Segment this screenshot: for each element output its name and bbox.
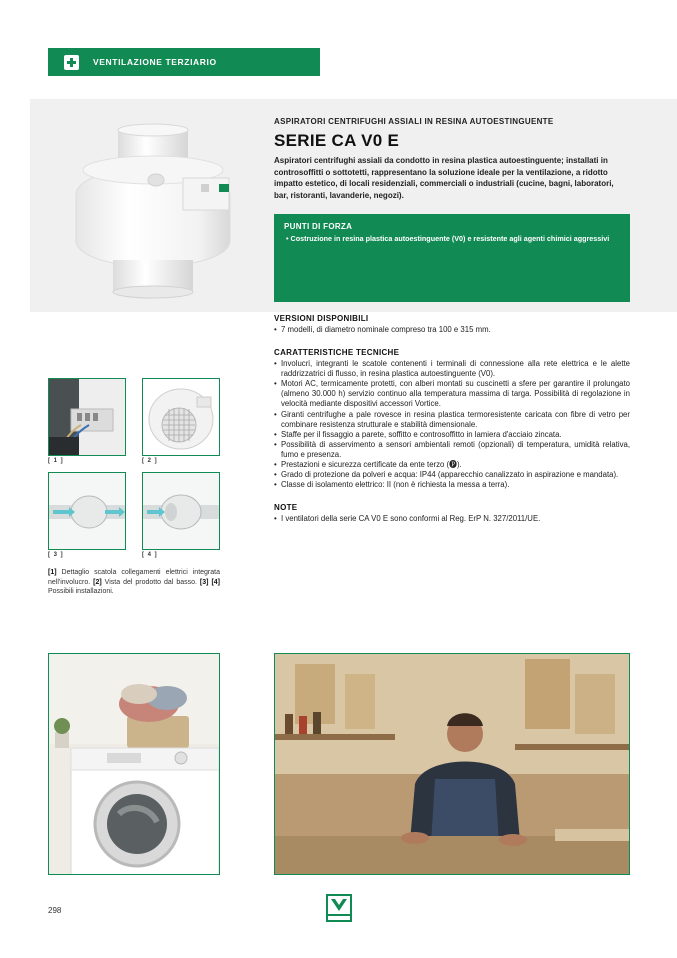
tech-section	[274, 348, 630, 490]
tech-item: • Staffe per il fissaggio a parete, soffitto e controsoffitto in lamiera d'acciaio zincata.	[274, 430, 630, 440]
banner-label: VENTILAZIONE TERZIARIO	[93, 57, 217, 67]
tech-item: • Involucri, integranti le scatole contenenti i terminali di connessione alla rete elettrica e le alette raddrizzatrici di flusso, in resina plastica autoestinguente (V0).	[274, 359, 630, 379]
tech-item: • Giranti centrifughe a pale rovesce in resina plastica termoresistente caricata con fibre di vetro per combinare resistenza strutturale e stabilità dimensionale.	[274, 410, 630, 430]
notes-title: NOTE	[274, 503, 298, 513]
hero-text	[274, 117, 630, 201]
specs-column	[274, 314, 630, 537]
notes-section	[274, 503, 630, 524]
strengths-box	[274, 214, 630, 302]
versions-section	[274, 314, 630, 335]
tech-item: • Classe di isolamento elettrico: II (non è richiesta la messa a terra).	[274, 480, 630, 490]
page-number: 298	[48, 906, 62, 915]
thumbnail-2-bottom-view	[142, 378, 220, 456]
notes-item: • I ventilatori della serie CA V0 E sono conformi al Reg. ErP N. 327/2011/UE.	[274, 514, 630, 524]
tech-title: CARATTERISTICHE TECNICHE	[274, 348, 400, 358]
versions-item: • 7 modelli, di diametro nominale compreso tra 100 e 315 mm.	[274, 325, 630, 335]
versions-title: VERSIONI DISPONIBILI	[274, 314, 369, 323]
thumbnail-label: [ 2 ]	[142, 458, 158, 464]
section-banner	[48, 48, 320, 76]
vortice-logo	[326, 894, 352, 922]
tech-item: • Motori AC, termicamente protetti, con alberi montati su cuscinetti a sfere per garantire il prolungato (almeno 30.000 h) servizio continuo alla temperatura massima di targa. Possibilità di regolazione in velocità mediante dispositivi accessori Vortice.	[274, 379, 630, 409]
thumbnail-label: [ 1 ]	[48, 458, 64, 464]
product-title: SERIE CA V0 E	[274, 131, 400, 150]
photo-laundry-room	[48, 653, 220, 875]
tech-item: • Possibilità di asservimento a sensori ambientali remoti (opzionali) di temperatura, umidità relativa, fumo e presenza.	[274, 440, 630, 460]
thumbnail-label: [ 4 ]	[142, 552, 158, 558]
product-description: Aspiratori centrifughi assiali da condotto in resina plastica autoestinguente; installati in controsoffitti o sottotetti, rappresentano la soluzione ideale per la ventilazione, a ridotto impatto estetico, di locali residenziali, commerciali o industriali (cucine, bagni, laboratori, bar, ristoranti, lavanderie, negozi).	[274, 156, 614, 200]
strengths-item: • Costruzione in resina plastica autoestinguente (V0) e resistente agli agenti chimici aggressivi	[286, 234, 610, 243]
plus-square-icon	[64, 55, 79, 70]
photo-workshop	[274, 653, 630, 875]
product-supertitle: ASPIRATORI CENTRIFUGHI ASSIALI IN RESINA AUTOESTINGUENTE	[274, 117, 554, 126]
thumbnail-1-terminal-box	[48, 378, 126, 456]
product-image-fan	[58, 100, 233, 300]
thumbnail-3-installation	[48, 472, 126, 550]
strengths-title: PUNTI DI FORZA	[284, 222, 353, 231]
tech-item: • Grado di protezione da polveri e acqua: IP44 (apparecchio canalizzato in aspirazione e mandata).	[274, 470, 630, 480]
thumbnail-label: [ 3 ]	[48, 552, 64, 558]
image-caption: [1] Dettaglio scatola collegamenti elettrici integrata nell'involucro. [2] Vista del prodotto dal basso. [3] [4] Possibili installazioni.	[48, 569, 220, 595]
tech-item: • Prestazioni e sicurezza certificate da ente terzo (🅟).	[274, 460, 630, 470]
thumbnail-4-installation	[142, 472, 220, 550]
